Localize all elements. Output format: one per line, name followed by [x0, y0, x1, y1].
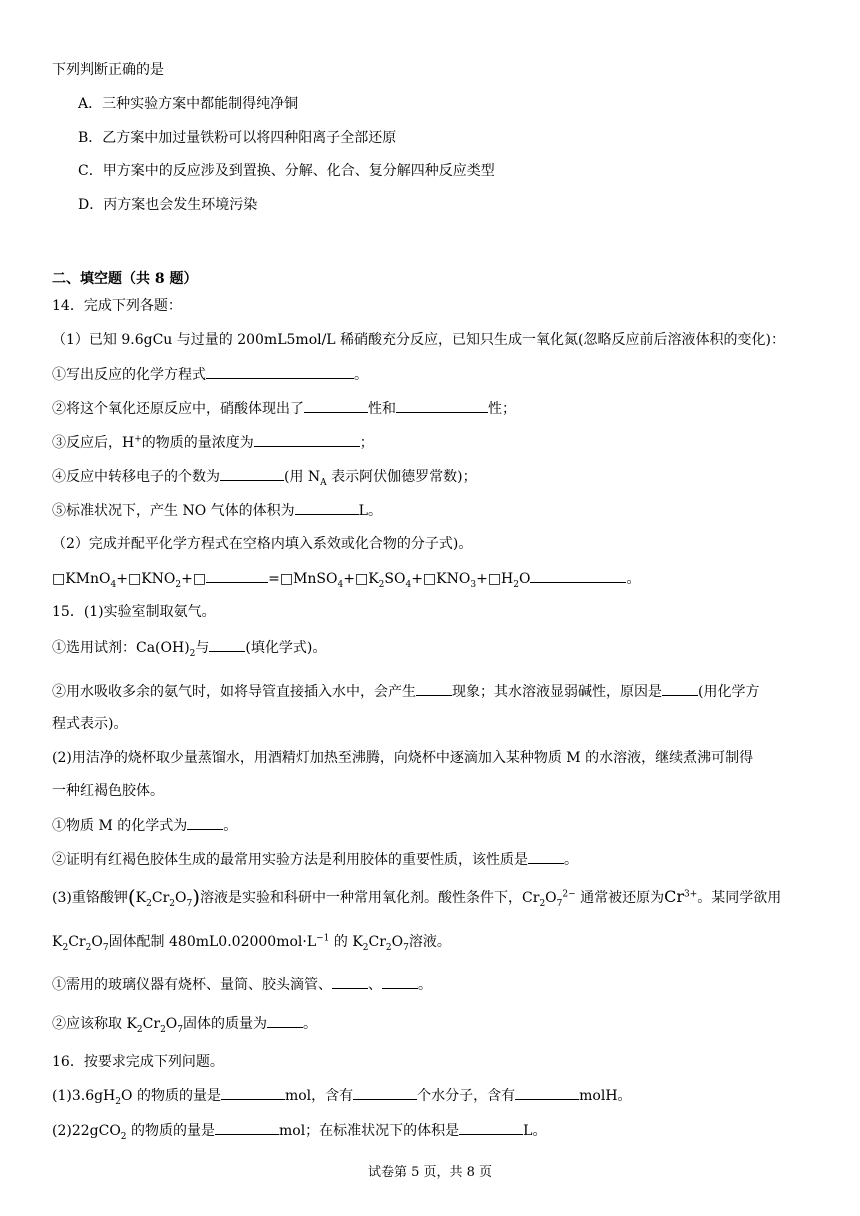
answer-blank[interactable] [304, 398, 368, 413]
q14-sub1: ①写出反应的化学方程式 。 [52, 364, 368, 385]
answer-blank[interactable] [206, 364, 354, 379]
answer-blank[interactable] [254, 432, 360, 447]
answer-blank[interactable] [206, 568, 268, 583]
option-b: B．乙方案中加过量铁粉可以将四种阳离子全部还原 [78, 130, 397, 146]
q16-sub2: (2)22gCO$_2$ 的物质的量是 mol；在标准状况下的体积是 L。 [52, 1120, 546, 1141]
option-c: C．甲方案中的反应涉及到置换、分解、化合、复分解四种反应类型 [78, 163, 495, 179]
q15-sub3: ①物质 M 的化学式为 。 [52, 815, 237, 836]
answer-blank[interactable] [515, 1085, 579, 1100]
answer-blank[interactable] [353, 1085, 417, 1100]
q15-sub5: ①需用的玻璃仪器有烧杯、量筒、胶头滴管、 、 。 [52, 974, 432, 995]
q14-title: 14．完成下列各题： [52, 298, 182, 314]
answer-blank[interactable] [220, 466, 284, 481]
answer-blank[interactable] [209, 637, 245, 652]
option-d: D．丙方案也会发生环境污染 [78, 197, 258, 213]
answer-blank[interactable] [459, 1120, 523, 1135]
answer-blank[interactable] [416, 681, 452, 696]
answer-blank[interactable] [215, 1120, 279, 1135]
section-title: 二、填空题（共 8 题） [52, 271, 198, 287]
answer-blank[interactable] [267, 1013, 303, 1028]
q14-sub4: ④反应中转移电子的个数为 (用 $N_A$ 表示阿伏伽德罗常数)； [52, 466, 477, 487]
q16-title: 16．按要求完成下列问题。 [52, 1054, 224, 1070]
q14-sub2: ②将这个氧化还原反应中，硝酸体现出了 性和 性； [52, 398, 516, 419]
q15-sub2-cont: 程式表示)。 [52, 716, 128, 732]
q14-part1: （1）已知 9.6gCu 与过量的 200mL5mol/L 稀硝酸充分反应，已知只生成一氧化氮(忽略反应前后溶液体积的变化)： [52, 332, 785, 348]
page-footer: 试卷第 5 页，共 8 页 [367, 1165, 493, 1180]
q15-sub6: ②应该称取 $K_2Cr_2O_7$固体的质量为 。 [52, 1013, 317, 1034]
option-a: A．三种实验方案中都能制得纯净铜 [78, 96, 299, 112]
answer-blank[interactable] [332, 974, 368, 989]
q15-part2: (2)用洁净的烧杯取少量蒸馏水，用酒精灯加热至沸腾，向烧杯中逐滴加入某种物质 M 的水溶液，继续煮沸可制得 [52, 750, 754, 766]
q14-sub3: ③反应后，H+的物质的量浓度为 ； [52, 432, 374, 453]
q15-sub2: ②用水吸收多余的氨气时，如将导管直接插入水中，会产生 现象；其水溶液显弱碱性，原因是 (用化学方 [52, 681, 759, 702]
answer-blank[interactable] [295, 500, 359, 515]
q15-title: 15．(1)实验室制取氨气。 [52, 604, 216, 620]
q15-part3: (3)重铬酸钾$(K_2Cr_2O_7)$溶液是实验和科研中一种常用氧化剂。酸性条件下，$Cr_2O_7^{2-}$ 通常被还原为$Cr^{3+}$。某同学欲用 [52, 885, 782, 909]
answer-blank[interactable] [396, 398, 488, 413]
answer-blank[interactable] [221, 1085, 285, 1100]
answer-blank[interactable] [382, 974, 418, 989]
q15-part3-cont: $K_2Cr_2O_7$固体配制 $480mL0.02000mol\cdot L^{-1}$ 的 $K_2Cr_2O_7$溶液。 [52, 933, 451, 953]
q15-sub1: ①选用试剂：$Ca(OH)_2$与 (填化学式)。 [52, 637, 326, 658]
q15-sub4: ②证明有红褐色胶体生成的最常用实验方法是利用胶体的重要性质，该性质是 。 [52, 849, 578, 870]
answer-blank[interactable] [530, 568, 626, 583]
question-stem: 下列判断正确的是 [52, 62, 164, 78]
q14-sub5: ⑤标准状况下，产生 NO 气体的体积为 L。 [52, 500, 382, 521]
q14-equation: $□KMnO_4+□KNO_2+□$ $=□MnSO_4+□K_2SO_4+□KNO_3+□H_2O$ 。 [52, 568, 640, 589]
answer-blank[interactable] [187, 815, 223, 830]
answer-blank[interactable] [528, 849, 564, 864]
q16-sub1: $(1)3.6gH_2O$ 的物质的量是 mol，含有 个水分子，含有 molH。 [52, 1085, 632, 1106]
q14-part2: （2）完成并配平化学方程式在空格内填入系效或化合物的分子式)。 [52, 536, 473, 552]
q15-part2-cont: 一种红褐色胶体。 [52, 783, 164, 799]
answer-blank[interactable] [662, 681, 698, 696]
